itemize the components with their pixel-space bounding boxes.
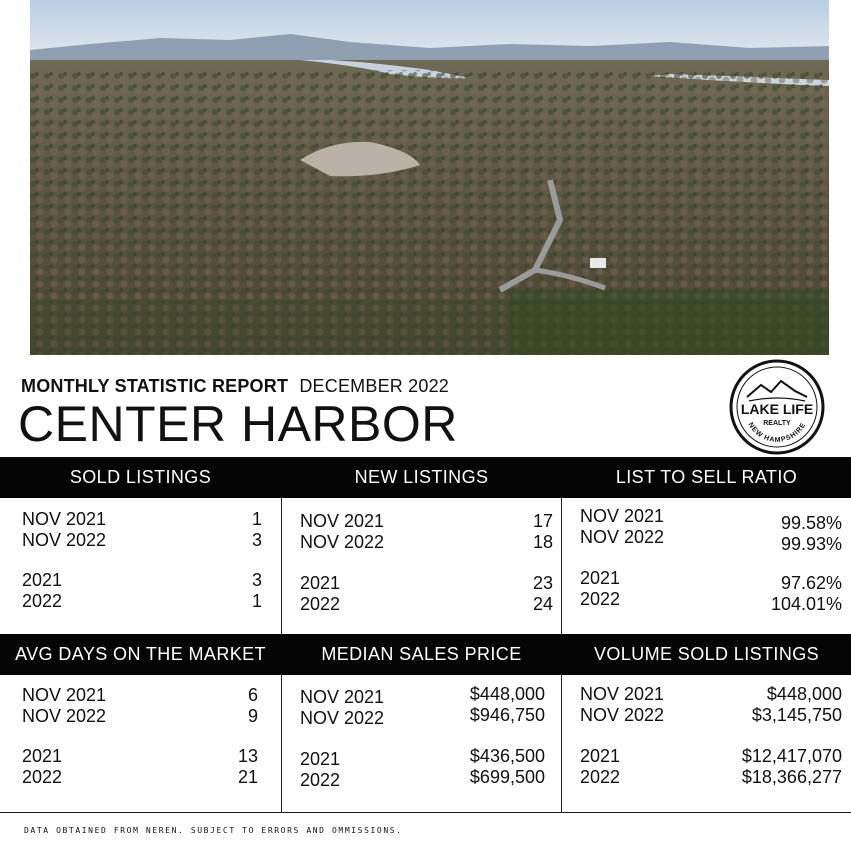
stat-label: NOV 2021 <box>300 511 385 531</box>
list-to-sell-ratio-header: LIST TO SELL RATIO <box>615 467 798 487</box>
stat-value: 1 <box>251 591 262 611</box>
stat-value: 24 <box>532 594 553 614</box>
stat-label: NOV 2022 <box>300 708 385 728</box>
stat-label: 2021 <box>580 746 621 766</box>
stat-label: 2021 <box>580 568 621 588</box>
stat-label: 2022 <box>580 767 621 787</box>
stat-label: NOV 2021 <box>22 509 107 529</box>
column-divider <box>561 675 562 813</box>
stat-value: $3,145,750 <box>751 705 842 725</box>
lake-life-realty-logo <box>729 359 825 455</box>
stat-label: NOV 2021 <box>300 687 385 707</box>
stat-label: 2022 <box>300 770 341 790</box>
stat-label: 2021 <box>300 573 341 593</box>
stat-label: 2021 <box>22 746 63 766</box>
town-name: CENTER HARBOR <box>18 396 458 452</box>
stat-value: 3 <box>251 530 262 550</box>
stat-value: 99.58% <box>780 513 842 533</box>
stat-label: NOV 2022 <box>22 530 107 550</box>
avg-days-on-market-header: AVG DAYS ON THE MARKET <box>15 644 266 664</box>
stat-label: 2021 <box>300 749 341 769</box>
stat-value: 99.93% <box>780 534 842 554</box>
stat-value: 18 <box>532 532 553 552</box>
stat-value: $436,500 <box>469 746 545 766</box>
stat-value: $448,000 <box>766 684 842 704</box>
sold-listings-header: SOLD LISTINGS <box>69 467 212 487</box>
stat-value: $946,750 <box>469 705 545 725</box>
stat-label: NOV 2021 <box>580 506 665 526</box>
stat-label: NOV 2022 <box>300 532 385 552</box>
logo-name: LAKE LIFE <box>740 401 814 417</box>
stat-label: NOV 2021 <box>22 685 107 705</box>
stat-label: 2022 <box>22 767 63 787</box>
hero-aerial-photo <box>30 0 829 355</box>
stat-label: 2021 <box>22 570 63 590</box>
stat-value: 17 <box>532 511 553 531</box>
stat-label: 2022 <box>300 594 341 614</box>
stat-value: 13 <box>237 746 258 766</box>
stat-label: 2022 <box>22 591 63 611</box>
stat-value: 6 <box>247 685 258 705</box>
table-bottom-rule <box>0 812 851 813</box>
column-divider <box>281 498 282 634</box>
stat-label: 2022 <box>580 589 621 609</box>
stat-value: 104.01% <box>770 594 842 614</box>
stat-value: 23 <box>532 573 553 593</box>
stat-value: $699,500 <box>469 767 545 787</box>
logo-sub: REALTY <box>763 420 791 427</box>
stat-value: $18,366,277 <box>741 767 842 787</box>
stat-label: NOV 2021 <box>580 684 665 704</box>
stat-value: $448,000 <box>469 684 545 704</box>
stat-value: 9 <box>247 706 258 726</box>
stat-value: 21 <box>237 767 258 787</box>
stat-label: NOV 2022 <box>580 705 665 725</box>
stat-value: 1 <box>251 509 262 529</box>
stat-value: $12,417,070 <box>741 746 842 766</box>
median-sales-price-header: MEDIAN SALES PRICE <box>321 644 522 664</box>
column-divider <box>561 498 562 634</box>
stat-label: NOV 2022 <box>22 706 107 726</box>
data-disclaimer: DATA OBTAINED FROM NEREN. SUBJECT TO ERRORS AND OMMISSIONS. <box>24 826 403 835</box>
volume-sold-listings-header: VOLUME SOLD LISTINGS <box>593 644 820 664</box>
stat-value: 97.62% <box>780 573 842 593</box>
stat-value: 3 <box>251 570 262 590</box>
logo-ring-text: NEW HAMPSHIRE <box>746 421 808 444</box>
report-date: DECEMBER 2022 <box>299 376 450 396</box>
column-divider <box>281 675 282 813</box>
new-listings-header: NEW LISTINGS <box>354 467 489 487</box>
report-title: MONTHLY STATISTIC REPORT <box>21 376 289 396</box>
stat-label: NOV 2022 <box>580 527 665 547</box>
report-heading <box>21 376 449 397</box>
